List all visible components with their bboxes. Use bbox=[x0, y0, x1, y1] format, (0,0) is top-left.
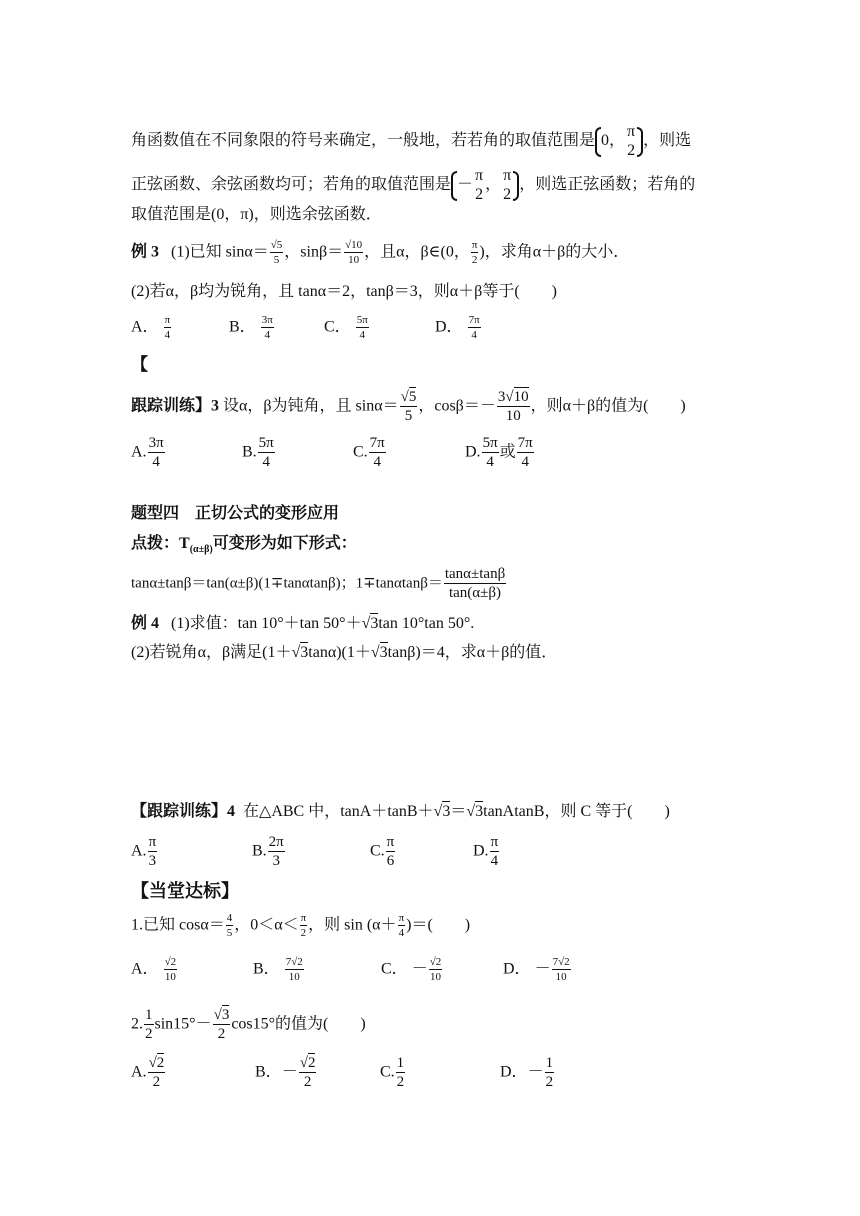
training4-option-a[interactable]: A. $\frac{\pi}{3}$ bbox=[131, 834, 157, 869]
training3-text: 设α，β为钝角，且 sinα＝ bbox=[223, 397, 399, 415]
fraction-pi-over-2: $\frac{\pi}{2}$ bbox=[471, 239, 478, 266]
training4-text: tanAtanB，则 C 等于( ) bbox=[483, 803, 670, 820]
training3-question bbox=[131, 390, 686, 424]
training3-text: ，cosβ＝－ bbox=[418, 397, 496, 415]
example3-option-b[interactable]: B． $\frac{3\pi}{4}$ bbox=[229, 314, 273, 341]
fraction-3sqrt10-over-10: $\frac{3√10}{10}$ bbox=[497, 389, 529, 424]
q1-text: )＝( ) bbox=[406, 916, 471, 934]
hint-sub: (α±β) bbox=[189, 544, 213, 556]
example3-option-a[interactable]: A． $\frac{\pi}{4}$ bbox=[131, 314, 171, 341]
practice-q1: 1.已知 cosα＝ $\frac{4}{5}$ ，0＜α＜ $\frac{\pi}{2}$ ，则 sin (α＋ $\frac{\pi}{4}$ )＝( ) bbox=[131, 912, 471, 939]
training4-label: 【跟踪训练】4 bbox=[131, 803, 236, 820]
practice-q2: 2. $\frac{1}{2}$ sin15°－ $\frac{√3}{2}$ cos15°的值为( ) bbox=[131, 1007, 366, 1042]
intro-text: 正弦函数、余弦函数均可；若角的取值范围是 bbox=[131, 176, 452, 194]
fraction-sqrt10-over-10: $\frac{√10}{10}$ bbox=[345, 239, 363, 266]
formula-text: tanα±tanβ＝tan(α±β)(1∓tanαtanβ)；1∓tanαtanβ＝ bbox=[131, 575, 443, 592]
bracket-left bbox=[451, 171, 457, 201]
intro-line-1 bbox=[131, 124, 691, 159]
example3-part1 bbox=[131, 240, 629, 266]
training4-question: 【跟踪训练】4 在△ABC 中，tanA＋tanB＋√3＝√3tanAtanB，则 C 等于( ) bbox=[131, 803, 670, 820]
q1-option-d[interactable]: D． － $\frac{7√2}{10}$ bbox=[503, 956, 570, 983]
training3-option-b[interactable]: B. $\frac{5\pi}{4}$ bbox=[242, 435, 274, 470]
example4-label: 例 4 bbox=[131, 615, 160, 632]
example4-part1: 例 4 (1)求值：tan 10°＋tan 50°＋√3tan 10°tan 50°. bbox=[131, 615, 475, 632]
fraction-sqrt5-over-5: $\frac{√5}{5}$ bbox=[270, 239, 283, 266]
intro-tail: ，则选 bbox=[643, 132, 692, 150]
fraction-pi-over-2: π 2 bbox=[627, 123, 636, 159]
hint-t: T bbox=[179, 535, 190, 552]
q1-text: 1.已知 cosα＝ bbox=[131, 916, 225, 934]
example4-text: tan 10°tan 50°. bbox=[378, 615, 475, 632]
example4-text: (1)求值：tan 10°＋tan 50°＋ bbox=[171, 615, 362, 632]
example4-text: (2)若锐角α，β满足(1＋ bbox=[131, 644, 292, 661]
training3-label: 跟踪训练】3 bbox=[131, 397, 220, 415]
bracket-open: 【 bbox=[131, 355, 148, 374]
q2-option-d[interactable]: D．－ $\frac{1}{2}$ bbox=[500, 1055, 554, 1090]
q2-option-b[interactable]: B．－ $\frac{√2}{2}$ bbox=[255, 1055, 316, 1090]
training4-text: 在△ABC 中，tanA＋tanB＋ bbox=[243, 803, 434, 820]
sqrt3: 3 bbox=[379, 644, 388, 661]
q1-option-b[interactable]: B． $\frac{7√2}{10}$ bbox=[253, 956, 303, 983]
fraction-pi-over-2: π 2 bbox=[503, 167, 512, 203]
interval-start: 0， bbox=[601, 132, 626, 150]
training4-option-c[interactable]: C. $\frac{\pi}{6}$ bbox=[370, 834, 395, 869]
example4-part2: (2)若锐角α，β满足(1＋√3tanα)(1＋√3tanβ)＝4，求α＋β的值． bbox=[131, 644, 558, 661]
section4-hint bbox=[131, 532, 357, 562]
q2-option-c[interactable]: C. $\frac{1}{2}$ bbox=[380, 1055, 405, 1090]
fraction-neg-pi-over-2: π 2 bbox=[475, 167, 484, 203]
training3-option-a[interactable]: A. $\frac{3\pi}{4}$ bbox=[131, 435, 164, 470]
formula-fraction: $\frac{\tan\alpha\pm\tan\beta}{\tan(\alpha\pm\beta)}$ bbox=[444, 566, 506, 601]
sqrt3: 3 bbox=[370, 615, 379, 632]
example4-text: tanβ)＝4，求α＋β的值． bbox=[387, 644, 558, 661]
example3-text: (1)已知 sinα＝ bbox=[171, 243, 269, 261]
training3-option-d[interactable]: D. $\frac{5\pi}{4}$ 或 $\frac{7\pi}{4}$ bbox=[465, 435, 533, 470]
hint-text: 可变形为如下形式： bbox=[212, 535, 357, 552]
q2-text: sin15°－ bbox=[154, 1015, 212, 1033]
q2-text: cos15°的值为( ) bbox=[231, 1015, 366, 1033]
intro-line-3: 取值范围是(0，π)，则选余弦函数． bbox=[131, 206, 382, 223]
fraction-sqrt5-over-5: $\frac{√5}{5}$ bbox=[400, 389, 417, 424]
section4-title: 题型四 正切公式的变形应用 bbox=[131, 505, 340, 522]
q1-text: ，则 sin (α＋ bbox=[308, 916, 397, 934]
section4-formula bbox=[131, 567, 507, 601]
example3-text: ，sinβ＝ bbox=[284, 243, 344, 261]
q1-option-a[interactable]: A． $\frac{√2}{10}$ bbox=[131, 956, 177, 983]
example4-text: tanα)(1＋ bbox=[308, 644, 371, 661]
sqrt3: 3 bbox=[300, 644, 309, 661]
hint-label: 点拨： bbox=[131, 535, 180, 552]
training4-text: ＝ bbox=[450, 803, 467, 820]
class-practice-heading: 【当堂达标】 bbox=[131, 881, 239, 901]
training3-option-c[interactable]: C. $\frac{7\pi}{4}$ bbox=[353, 435, 385, 470]
example3-option-c[interactable]: C． $\frac{5\pi}{4}$ bbox=[324, 314, 368, 341]
example3-label: 例 3 bbox=[131, 243, 160, 261]
q2-text: 2. bbox=[131, 1015, 143, 1033]
intro-text: 角函数值在不同象限的符号来确定，一般地，若若角的取值范围是 bbox=[131, 132, 596, 150]
q1-option-c[interactable]: C． － $\frac{√2}{10}$ bbox=[381, 956, 442, 983]
example3-option-d[interactable]: D． $\frac{7\pi}{4}$ bbox=[435, 314, 480, 341]
sqrt3: 3 bbox=[475, 803, 484, 820]
sqrt3: 3 bbox=[442, 803, 451, 820]
example3-text: )，求角α＋β的大小． bbox=[479, 243, 630, 261]
training4-option-b[interactable]: B. $\frac{2\pi}{3}$ bbox=[252, 834, 284, 869]
q1-text: ，0＜α＜ bbox=[234, 916, 299, 934]
example3-part2: (2)若α，β均为锐角，且 tanα＝2，tanβ＝3，则α＋β等于( ) bbox=[131, 283, 557, 300]
training4-option-d[interactable]: D. $\frac{\pi}{4}$ bbox=[473, 834, 499, 869]
example3-text: ，且α，β∈(0， bbox=[364, 243, 470, 261]
intro-line-2: 正弦函数、余弦函数均可；若角的取值范围是 － π 2 ， π 2 ，则选正弦函数；若角的 bbox=[131, 167, 696, 203]
intro-tail: ，则选正弦函数；若角的 bbox=[519, 176, 696, 194]
training3-text: ，则α＋β的值为( ) bbox=[530, 397, 686, 415]
q2-option-a[interactable]: A. $\frac{√2}{2}$ bbox=[131, 1055, 165, 1090]
